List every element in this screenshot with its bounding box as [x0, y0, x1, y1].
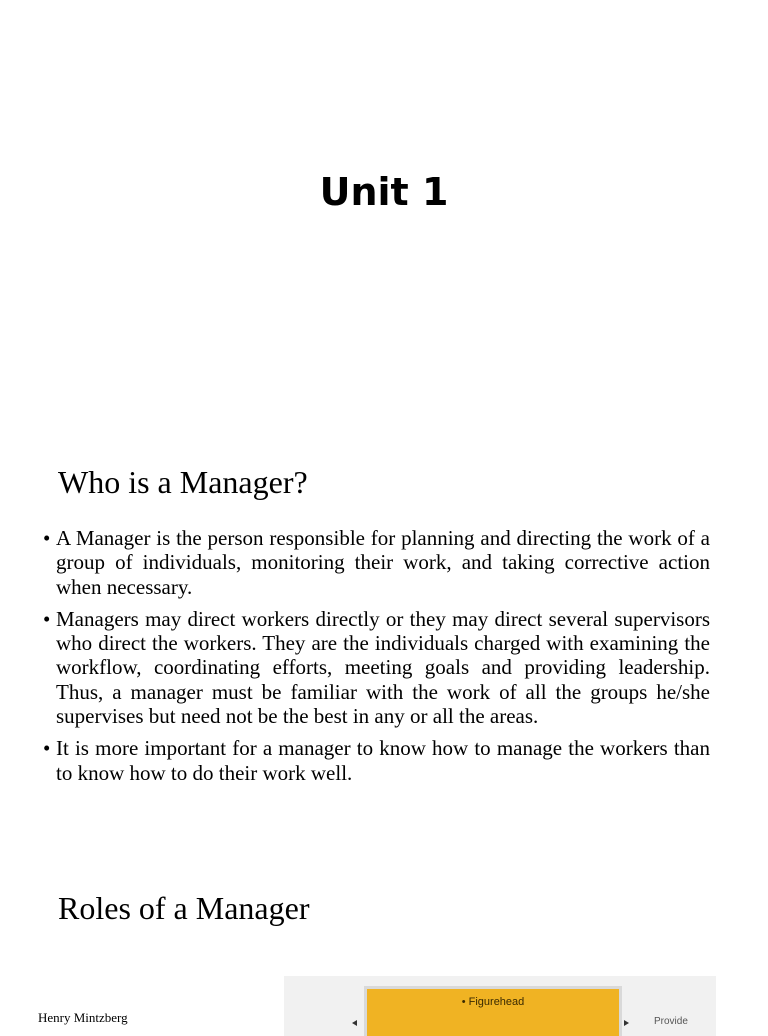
bullet-item — [40, 526, 710, 599]
bullet-list — [40, 526, 710, 793]
roles-slide — [0, 860, 768, 1027]
roles-diagram — [284, 976, 716, 1036]
attribution-label: Henry Mintzberg — [38, 1010, 128, 1025]
bullet-icon: • — [43, 606, 51, 631]
title-slide — [0, 0, 768, 432]
unit-title: Unit 1 — [319, 170, 449, 214]
bullet-text: A Manager is the person responsible for planning and directing the work of a group of individuals, monitoring their work, and taking corrective action when necessary. — [56, 526, 710, 599]
bullet-icon: • — [43, 736, 51, 761]
arrow-left-icon — [352, 1020, 357, 1026]
bullet-text: It is more important for a manager to know how to manage the workers than to know how to do their work well. — [56, 736, 710, 785]
bullet-text: Managers may direct workers directly or they may direct several supervisors who direct the workers. They are the individuals charged with examining the workflow, coordinating efforts, meeting goals and providing leadership. Thus, a manager must be familiar with the work of all the groups he/she supervises but need not be the best in any or all the areas. — [56, 606, 710, 729]
diagram-side-label: Provide — [654, 1016, 688, 1027]
role-item: • Figurehead — [461, 996, 525, 1008]
arrow-right-icon — [624, 1020, 629, 1026]
bullet-icon: • — [43, 526, 51, 550]
bullet-item — [40, 736, 710, 785]
roles-box — [364, 986, 622, 1036]
slide-heading: Who is a Manager? — [58, 464, 308, 500]
manager-definition-slide — [0, 432, 768, 860]
slide-heading: Roles of a Manager — [58, 890, 310, 926]
bullet-item — [40, 607, 710, 728]
